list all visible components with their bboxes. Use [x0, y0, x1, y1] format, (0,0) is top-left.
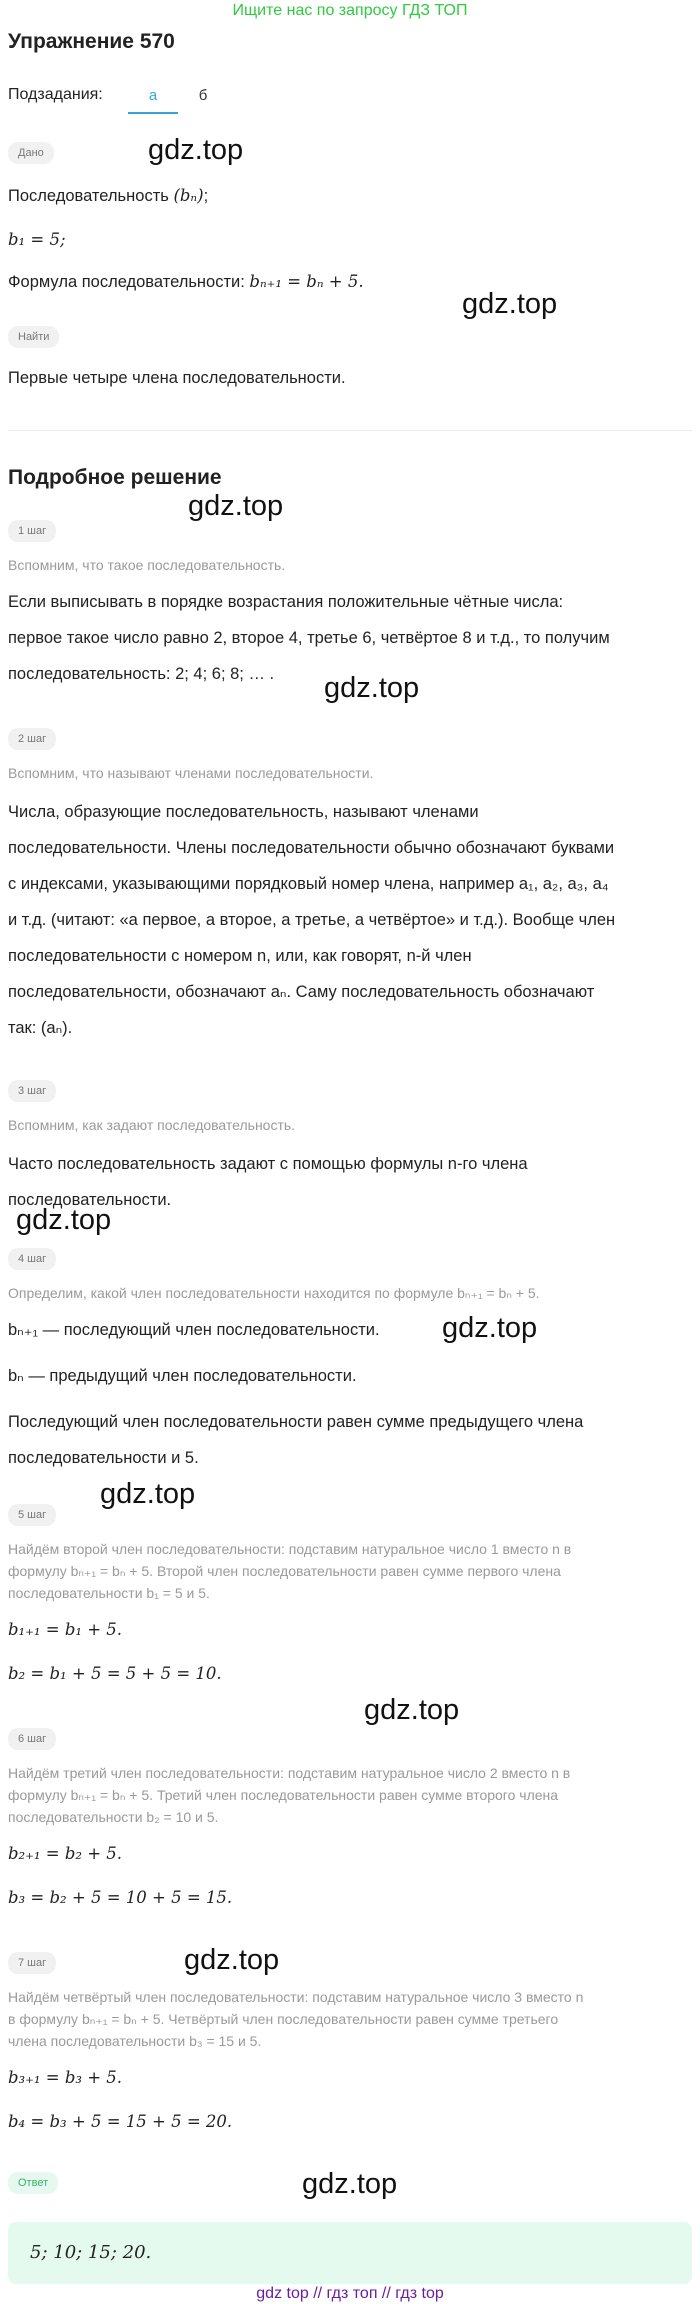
watermark: gdz.top [148, 134, 244, 166]
step-7-hint: члена последовательности b₃ = 15 и 5. [8, 2033, 262, 2049]
step-2-chip: 2 шаг [8, 728, 56, 750]
step-5-hint: Найдём второй член последовательности: подставим натуральное число 1 вместо n в [8, 1541, 572, 1557]
step-3-line: Часто последовательность задают с помощью формулы n-го члена [8, 1155, 528, 1173]
step-3-hint: Вспомним, как задают последовательность. [8, 1117, 296, 1133]
step-4-line: bₙ₊₁ — последующий член последовательности. [8, 1321, 380, 1339]
step-7-line: b₃₊₁ = b₃ + 5. [8, 2068, 123, 2087]
step-5-hint: формулу bₙ₊₁ = bₙ + 5. Второй член последовательности равен сумме первого члена [8, 1563, 561, 1579]
step-1-hint: Вспомним, что такое последовательность. [8, 557, 286, 573]
step-6-hint: формулу bₙ₊₁ = bₙ + 5. Третий член последовательности равен сумме второго члена [8, 1787, 559, 1803]
watermark: gdz.top [364, 1694, 460, 1726]
given-line-1: Последовательность (bₙ); [8, 186, 209, 205]
step-2-line: последовательности с номером n, или, как говорят, n-й член [8, 947, 472, 965]
step-2-hint: Вспомним, что называют членами последовательности. [8, 765, 374, 781]
step-2-line: так: (aₙ). [8, 1019, 73, 1037]
step-4-chip: 4 шаг [8, 1248, 56, 1270]
step-2-line: с индексами, указывающими порядковый номер члена, например a₁, a₂, a₃, a₄ [8, 875, 609, 893]
step-2-line: последовательности. Члены последовательности обычно обозначают буквами [8, 839, 615, 857]
step-1-line: первое такое число равно 2, второе 4, третье 6, четвёртое 8 и т.д., то получим [8, 629, 610, 647]
step-2-line: Числа, образующие последовательность, называют членами [8, 803, 479, 821]
find-text: Первые четыре члена последовательности. [8, 369, 346, 387]
step-3-chip: 3 шаг [8, 1080, 56, 1102]
watermark: gdz.top [302, 2168, 398, 2200]
step-5-hint: последовательности b₁ = 5 и 5. [8, 1585, 210, 1601]
tab-a[interactable]: а [128, 78, 178, 114]
divider [8, 430, 692, 431]
answer-value: 5; 10; 15; 20. [30, 2242, 152, 2263]
step-5-line: b₁₊₁ = b₁ + 5. [8, 1620, 123, 1639]
step-6-hint: Найдём третий член последовательности: подставим натуральное число 2 вместо n в [8, 1765, 571, 1781]
step-4-line: Последующий член последовательности равен сумме предыдущего члена [8, 1413, 584, 1431]
watermark: gdz.top [324, 672, 420, 704]
step-4-hint: Определим, какой член последовательности находится по формуле bₙ₊₁ = bₙ + 5. [8, 1285, 540, 1301]
solution-heading: Подробное решение [8, 466, 222, 489]
step-6-line: b₃ = b₂ + 5 = 10 + 5 = 15. [8, 1888, 233, 1907]
step-6-line: b₂₊₁ = b₂ + 5. [8, 1844, 123, 1863]
find-chip: Найти [8, 326, 59, 348]
step-3-line: последовательности. [8, 1191, 172, 1209]
watermark: gdz.top [188, 490, 284, 522]
given-line-3: Формула последовательности: bₙ₊₁ = bₙ + 5. [8, 272, 364, 291]
watermark: gdz.top [462, 288, 558, 320]
watermark: gdz.top [16, 1204, 112, 1236]
step-4-line: последовательности и 5. [8, 1449, 199, 1467]
step-2-line: последовательности, обозначают aₙ. Саму последовательность обозначают [8, 983, 595, 1001]
step-7-hint: в формулу bₙ₊₁ = bₙ + 5. Четвёртый член последовательности равен сумме третьего [8, 2011, 559, 2027]
step-7-line: b₄ = b₃ + 5 = 15 + 5 = 20. [8, 2112, 233, 2131]
step-1-chip: 1 шаг [8, 520, 56, 542]
tab-b[interactable]: б [198, 87, 208, 104]
given-chip: Дано [8, 142, 54, 164]
step-6-chip: 6 шаг [8, 1728, 56, 1750]
step-1-line: Если выписывать в порядке возрастания положительные чётные числа: [8, 593, 564, 611]
watermark: gdz.top [442, 1312, 538, 1344]
step-7-hint: Найдём четвёртый член последовательности: подставим натуральное число 3 вместо n [8, 1989, 584, 2005]
step-7-chip: 7 шаг [8, 1952, 56, 1974]
step-1-line: последовательность: 2; 4; 6; 8; … . [8, 665, 275, 683]
given-line-2: b₁ = 5; [8, 230, 66, 249]
subtasks-label: Подзадания: [8, 86, 103, 103]
step-6-hint: последовательности b₂ = 10 и 5. [8, 1809, 219, 1825]
page-title: Упражнение 570 [8, 30, 175, 53]
step-4-line: bₙ — предыдущий член последовательности. [8, 1367, 357, 1385]
top-search-link[interactable]: Ищите нас по запросу ГДЗ ТОП [232, 2, 468, 19]
watermark: gdz.top [184, 1944, 280, 1976]
answer-chip: Ответ [8, 2172, 58, 2194]
step-2-line: и т.д. (читают: «a первое, a второе, a третье, a четвёртое» и т.д.). Вообще член [8, 911, 616, 929]
step-5-line: b₂ = b₁ + 5 = 5 + 5 = 10. [8, 1664, 222, 1683]
footer-links[interactable]: gdz top // гдз топ // гдз top [256, 2285, 444, 2302]
step-5-chip: 5 шаг [8, 1504, 56, 1526]
watermark: gdz.top [100, 1478, 196, 1510]
